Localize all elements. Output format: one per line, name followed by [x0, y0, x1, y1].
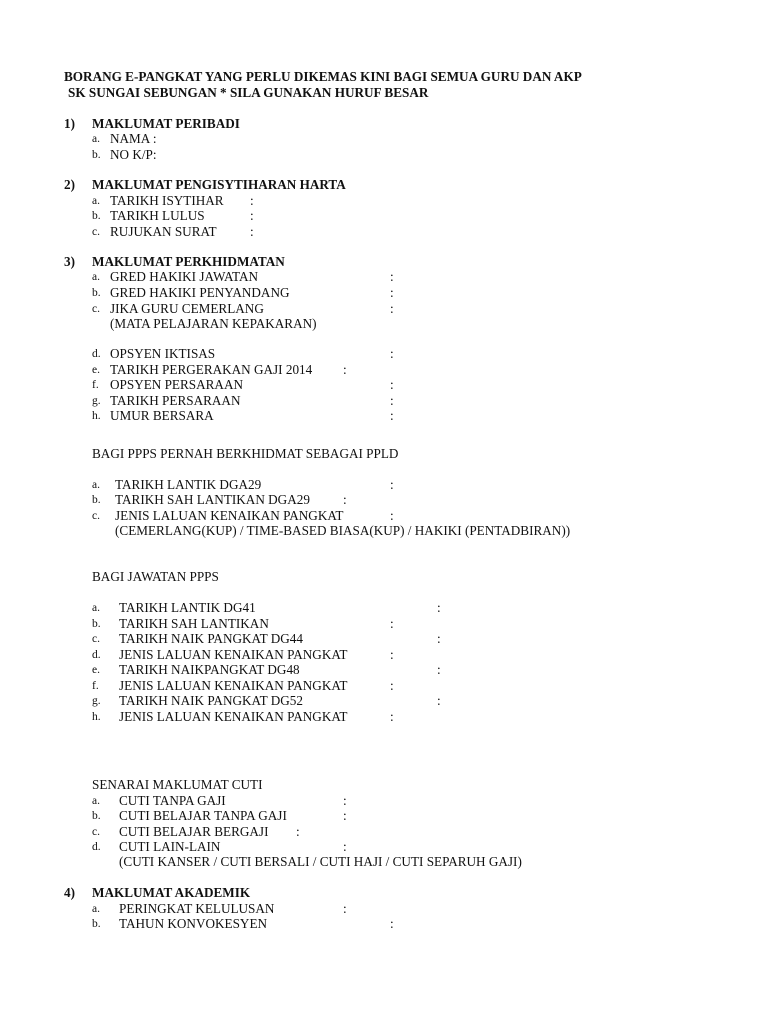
s2-field-label: TARIKH ISYTIHAR	[110, 193, 224, 208]
s2-field-colon: :	[250, 193, 254, 208]
s3-field-label: UMUR BERSARA	[110, 408, 214, 423]
s2-letter-c: c.	[92, 226, 100, 238]
ppps-field-label: JENIS LALUAN KENAIKAN PANGKAT	[119, 709, 348, 724]
ppld-letter-a: a.	[92, 479, 100, 491]
s2-letter-a: a.	[92, 195, 100, 207]
cuti-field-label: CUTI TANPA GAJI	[119, 793, 226, 808]
s1-field-nama: NAMA :	[110, 131, 157, 146]
cuti-note: (CUTI KANSER / CUTI BERSALI / CUTI HAJI / CUTI SEPARUH GAJI)	[119, 854, 522, 869]
cuti-field-colon: :	[296, 824, 300, 839]
s3-field-colon: :	[390, 301, 394, 316]
ppps-field-colon: :	[437, 600, 441, 615]
ppps-letter-f: f.	[92, 680, 99, 692]
cuti-field-label: CUTI LAIN-LAIN	[119, 839, 221, 854]
s2-field-label: TARIKH LULUS	[110, 208, 205, 223]
s4-field-label: PERINGKAT KELULUSAN	[119, 901, 275, 916]
ppld-field-label: TARIKH SAH LANTIKAN DGA29	[115, 492, 310, 507]
ppps-letter-g: g.	[92, 695, 101, 707]
ppps-field-colon: :	[437, 631, 441, 646]
ppps-letter-e: e.	[92, 664, 100, 676]
ppld-field-label: TARIKH LANTIK DGA29	[115, 477, 262, 492]
ppps-letter-d: d.	[92, 649, 101, 661]
ppps-field-colon: :	[390, 678, 394, 693]
ppld-field-label: JENIS LALUAN KENAIKAN PANGKAT	[115, 508, 344, 523]
ppps-field-label: TARIKH LANTIK DG41	[119, 600, 256, 615]
s4-letter-a: a.	[92, 903, 100, 915]
ppps-letter-c: c.	[92, 633, 100, 645]
s3-field-label: TARIKH PERSARAAN	[110, 393, 241, 408]
s3-field-label: TARIKH PERGERAKAN GAJI 2014	[110, 362, 313, 377]
s3-letter-d: d.	[92, 348, 101, 360]
s3-field-colon: :	[343, 362, 347, 377]
cuti-field-label: CUTI BELAJAR BERGAJI	[119, 824, 269, 839]
s3-c-note: (MATA PELAJARAN KEPAKARAN)	[110, 316, 317, 331]
ppps-field-label: TARIKH SAH LANTIKAN	[119, 616, 269, 631]
section-4-number: 4)	[64, 885, 75, 900]
ppps-field-colon: :	[390, 709, 394, 724]
s3-field-colon: :	[390, 377, 394, 392]
s4-field-colon: :	[390, 916, 394, 931]
ppps-letter-h: h.	[92, 711, 101, 723]
s4-field-label: TAHUN KONVOKESYEN	[119, 916, 268, 931]
ppld-field-colon: :	[390, 477, 394, 492]
s3-letter-g: g.	[92, 395, 101, 407]
section-3-number: 3)	[64, 254, 75, 269]
s3-field-label: JIKA GURU CEMERLANG	[110, 301, 264, 316]
cuti-letter-c: c.	[92, 826, 100, 838]
cuti-heading: SENARAI MAKLUMAT CUTI	[92, 777, 263, 792]
form-title-line2: SK SUNGAI SEBUNGAN * SILA GUNAKAN HURUF BESAR	[68, 85, 429, 100]
ppld-letter-c: c.	[92, 510, 100, 522]
s3-field-label: OPSYEN IKTISAS	[110, 346, 216, 361]
s3-field-colon: :	[390, 269, 394, 284]
ppps-field-label: JENIS LALUAN KENAIKAN PANGKAT	[119, 678, 348, 693]
section-2-heading: MAKLUMAT PENGISYTIHARAN HARTA	[92, 177, 346, 192]
s3-field-colon: :	[390, 393, 394, 408]
s1-letter-b: b.	[92, 149, 101, 161]
s2-field-label: RUJUKAN SURAT	[110, 224, 217, 239]
ppps-field-label: TARIKH NAIKPANGKAT DG48	[119, 662, 300, 677]
s3-field-label: GRED HAKIKI JAWATAN	[110, 269, 259, 284]
cuti-letter-a: a.	[92, 795, 100, 807]
s4-field-colon: :	[343, 901, 347, 916]
s3-letter-a: a.	[92, 271, 100, 283]
s3-letter-e: e.	[92, 364, 100, 376]
s3-letter-h: h.	[92, 410, 101, 422]
ppps-field-colon: :	[390, 616, 394, 631]
s4-letter-b: b.	[92, 918, 101, 930]
ppps-heading: BAGI JAWATAN PPPS	[92, 569, 219, 584]
cuti-letter-d: d.	[92, 841, 101, 853]
ppld-letter-b: b.	[92, 494, 101, 506]
ppps-field-label: JENIS LALUAN KENAIKAN PANGKAT	[119, 647, 348, 662]
s3-letter-b: b.	[92, 287, 101, 299]
section-4-heading: MAKLUMAT AKADEMIK	[92, 885, 251, 900]
s2-field-colon: :	[250, 208, 254, 223]
section-3-heading: MAKLUMAT PERKHIDMATAN	[92, 254, 285, 269]
ppps-field-colon: :	[437, 693, 441, 708]
ppld-field-colon: :	[390, 508, 394, 523]
ppld-heading: BAGI PPPS PERNAH BERKHIDMAT SEBAGAI PPLD	[92, 446, 399, 461]
s3-field-label: OPSYEN PERSARAAN	[110, 377, 244, 392]
ppps-field-label: TARIKH NAIK PANGKAT DG52	[119, 693, 303, 708]
section-2-number: 2)	[64, 177, 75, 192]
ppld-field-colon: :	[343, 492, 347, 507]
ppps-field-label: TARIKH NAIK PANGKAT DG44	[119, 631, 303, 646]
form-title-line1: BORANG E-PANGKAT YANG PERLU DIKEMAS KINI BAGI SEMUA GURU DAN AKP	[64, 69, 582, 84]
ppps-field-colon: :	[437, 662, 441, 677]
s2-field-colon: :	[250, 224, 254, 239]
section-1-number: 1)	[64, 116, 75, 131]
s1-field-nokp: NO K/P:	[110, 147, 157, 162]
s3-field-colon: :	[390, 346, 394, 361]
s3-letter-c: c.	[92, 303, 100, 315]
cuti-letter-b: b.	[92, 810, 101, 822]
section-1-heading: MAKLUMAT PERIBADI	[92, 116, 240, 131]
ppps-field-colon: :	[390, 647, 394, 662]
cuti-field-label: CUTI BELAJAR TANPA GAJI	[119, 808, 287, 823]
cuti-field-colon: :	[343, 793, 347, 808]
cuti-field-colon: :	[343, 839, 347, 854]
ppps-letter-b: b.	[92, 618, 101, 630]
ppld-note: (CEMERLANG(KUP) / TIME-BASED BIASA(KUP) / HAKIKI (PENTADBIRAN))	[115, 523, 571, 538]
s2-letter-b: b.	[92, 210, 101, 222]
ppps-letter-a: a.	[92, 602, 100, 614]
s3-field-colon: :	[390, 408, 394, 423]
cuti-field-colon: :	[343, 808, 347, 823]
s3-field-label: GRED HAKIKI PENYANDANG	[110, 285, 290, 300]
s3-letter-f: f.	[92, 379, 99, 391]
s3-field-colon: :	[390, 285, 394, 300]
s1-letter-a: a.	[92, 133, 100, 145]
